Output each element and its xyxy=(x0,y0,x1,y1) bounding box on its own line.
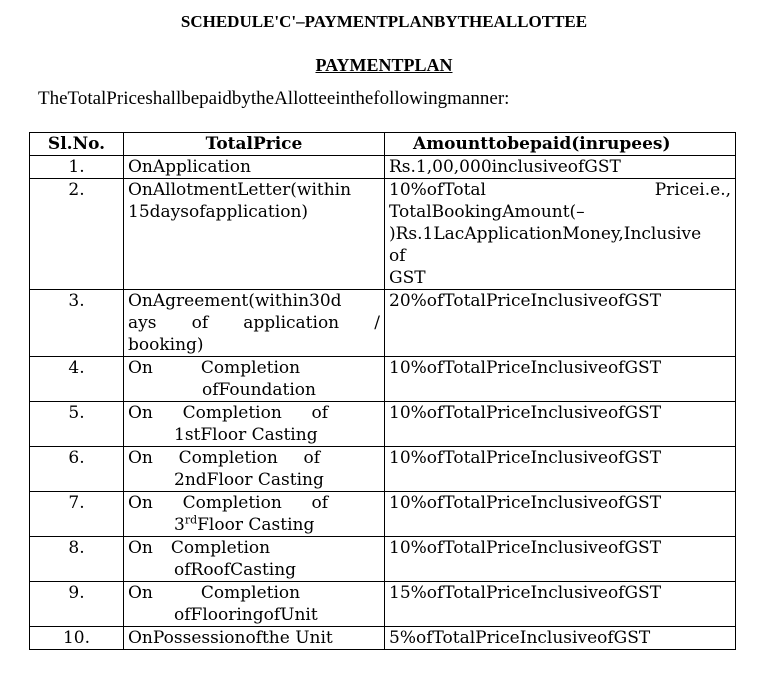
stage-cell: OnApplication xyxy=(124,156,385,179)
stage-line xyxy=(128,514,380,536)
amount-cell: 10%ofTotalPriceInclusiveofGST xyxy=(385,447,736,492)
amount-line: )Rs.1LacApplicationMoney,Inclusive xyxy=(389,224,702,244)
stage-line xyxy=(128,357,380,379)
amount-cell: Rs.1,00,000inclusiveofGST xyxy=(385,156,736,179)
amount-cell: 10%ofTotalPriceInclusiveofGST xyxy=(385,537,736,582)
stage-line xyxy=(128,537,380,559)
stage-word: / xyxy=(374,313,380,333)
stage-word: Completion xyxy=(200,358,301,378)
table-row xyxy=(30,447,736,492)
stage-word: application xyxy=(243,313,340,333)
stage-line: booking) xyxy=(128,335,204,355)
table-row xyxy=(30,492,736,537)
stage-cell xyxy=(124,582,385,627)
table-row xyxy=(30,290,736,357)
stage-line: 1stFloor Casting xyxy=(174,425,318,445)
stage-word: Completion xyxy=(200,583,301,603)
amount-cell xyxy=(385,179,736,290)
table-row xyxy=(30,357,736,402)
stage-line xyxy=(128,447,320,469)
stage-line: ofFlooringofUnit xyxy=(174,605,318,625)
amount-cell: 15%ofTotalPriceInclusiveofGST xyxy=(385,582,736,627)
ordinal-suffix: rd xyxy=(184,513,198,527)
table-row xyxy=(30,627,736,650)
stage-cell: OnPossessionofthe Unit xyxy=(124,627,385,650)
stage-cell xyxy=(124,290,385,357)
stage-word: of xyxy=(311,493,328,513)
stage-word: On xyxy=(128,583,153,603)
stage-line: ofRoofCasting xyxy=(174,560,297,580)
stage-word: On xyxy=(128,538,153,558)
stage-word: On xyxy=(128,358,153,378)
column-header-total-price: TotalPrice xyxy=(124,133,385,156)
stage-line: ofFoundation xyxy=(202,380,316,400)
table-row xyxy=(30,402,736,447)
intro-text: TheTotalPriceshallbepaidbytheAllotteeinthefollowingmanner: xyxy=(38,88,510,109)
plan-title: PAYMENTPLAN xyxy=(315,55,453,75)
stage-line: OnAgreement(within30d xyxy=(128,291,342,311)
stage-word: Completion xyxy=(170,538,271,558)
stage-cell xyxy=(124,537,385,582)
sl-no-cell: 10. xyxy=(30,627,124,650)
stage-line: OnAllotmentLetter(within xyxy=(128,180,352,200)
sl-no-cell: 1. xyxy=(30,156,124,179)
stage-word: of xyxy=(303,448,320,468)
sl-no-cell: 8. xyxy=(30,537,124,582)
stage-word: ays xyxy=(128,313,157,333)
table-row xyxy=(30,537,736,582)
stage-cell xyxy=(124,492,385,537)
stage-word: Floor Casting xyxy=(197,515,315,535)
column-header-amount: Amounttobepaid(inrupees) xyxy=(385,133,736,156)
stage-line xyxy=(128,402,328,424)
amount-line: GST xyxy=(389,268,426,288)
column-header-sl-no: Sl.No. xyxy=(30,133,124,156)
ordinal-number: 3 xyxy=(174,515,185,535)
schedule-title: SCHEDULE'C'–PAYMENTPLANBYTHEALLOTTEE xyxy=(180,12,588,31)
sl-no-cell: 6. xyxy=(30,447,124,492)
stage-line xyxy=(128,312,380,334)
amount-cell: 20%ofTotalPriceInclusiveofGST xyxy=(385,290,736,357)
amount-word: Pricei.e., xyxy=(654,180,731,200)
stage-word: Completion xyxy=(182,493,282,513)
amount-cell: 5%ofTotalPriceInclusiveofGST xyxy=(385,627,736,650)
amount-cell: 10%ofTotalPriceInclusiveofGST xyxy=(385,492,736,537)
amount-cell: 10%ofTotalPriceInclusiveofGST xyxy=(385,402,736,447)
stage-word: On xyxy=(128,493,153,513)
amount-line xyxy=(389,179,731,201)
stage-cell xyxy=(124,447,385,492)
stage-cell xyxy=(124,357,385,402)
sl-no-cell: 7. xyxy=(30,492,124,537)
amount-line: TotalBookingAmount(– xyxy=(389,202,585,222)
stage-word: Completion xyxy=(178,448,278,468)
stage-cell xyxy=(124,402,385,447)
amount-word: 10%ofTotal xyxy=(389,180,486,200)
table-header-row xyxy=(30,133,736,156)
stage-cell xyxy=(124,179,385,290)
stage-word: On xyxy=(128,403,153,423)
payment-plan-table xyxy=(29,132,736,650)
table-row xyxy=(30,156,736,179)
table-row xyxy=(30,582,736,627)
sl-no-cell: 2. xyxy=(30,179,124,290)
amount-line: of xyxy=(389,246,406,266)
stage-line: 15daysofapplication) xyxy=(128,202,309,222)
stage-word: On xyxy=(128,448,153,468)
amount-cell: 10%ofTotalPriceInclusiveofGST xyxy=(385,357,736,402)
sl-no-cell: 4. xyxy=(30,357,124,402)
sl-no-cell: 3. xyxy=(30,290,124,357)
stage-word: of xyxy=(311,403,328,423)
table-row xyxy=(30,179,736,290)
stage-line: 2ndFloor Casting xyxy=(174,470,324,490)
stage-word: Completion xyxy=(182,403,282,423)
sl-no-cell: 5. xyxy=(30,402,124,447)
sl-no-cell: 9. xyxy=(30,582,124,627)
stage-word: of xyxy=(191,313,209,333)
stage-line xyxy=(128,582,380,604)
stage-line xyxy=(128,492,328,514)
